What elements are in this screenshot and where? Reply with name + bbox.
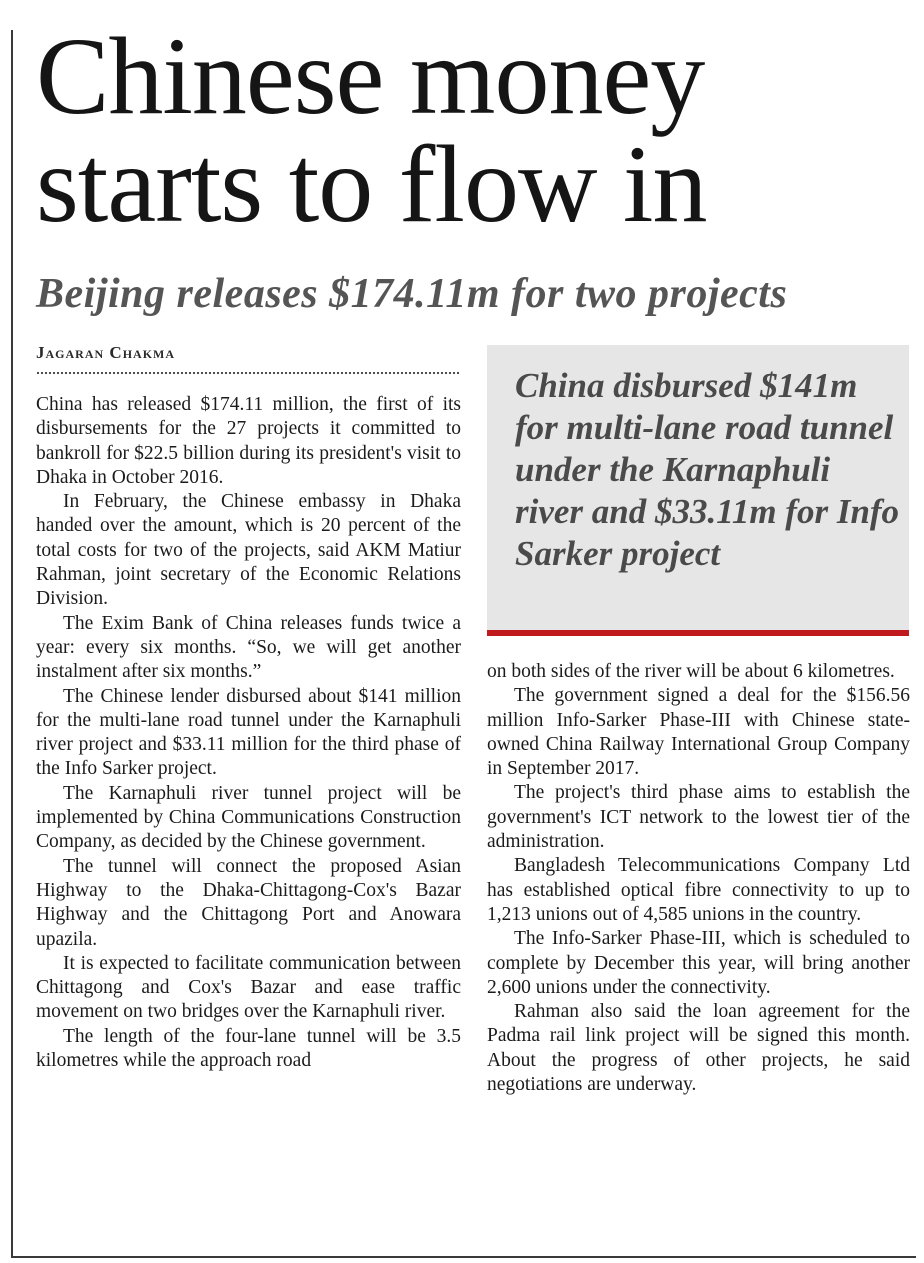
- paragraph-2: In February, the Chinese embassy in Dhaka handed over the amount, which is 20 percent of the total costs for two of the projects, said AKM Matiur Rahman, joint secretary of the Economic Relations Division.: [36, 491, 461, 610]
- byline: Jagaran Chakma: [36, 343, 176, 362]
- article-column-left: [36, 393, 461, 1073]
- paragraph-9: The government signed a deal for the $156.56 million Info-Sarker Phase-III with Chinese state-owned China Railway International Group Company in September 2017.: [487, 685, 910, 780]
- article-column-right: [487, 660, 910, 1097]
- paragraph-12: The Info-Sarker Phase-III, which is scheduled to complete by December this year, will bring another 2,600 unions under the connectivity.: [487, 928, 910, 998]
- bottom-rule: [11, 1256, 916, 1258]
- byline-dotted-rule: [36, 370, 460, 376]
- paragraph-6: The tunnel will connect the proposed Asian Highway to the Dhaka-Chittagong-Cox's Bazar Highway and the Chittagong Port and Anowara upazila.: [36, 855, 461, 950]
- paragraph-8-end: on both sides of the river will be about 6 kilometres.: [487, 661, 895, 682]
- left-column-rule: [11, 30, 13, 1256]
- pull-quote-box: [487, 345, 909, 636]
- paragraph-7: It is expected to facilitate communication between Chittagong and Cox's Bazar and ease traffic movement on two bridges over the Karnaphuli river.: [36, 952, 461, 1023]
- paragraph-8-start: The length of the four-lane tunnel will be 3.5 kilometres while the approach road: [36, 1025, 461, 1072]
- paragraph-11: Bangladesh Telecommunications Company Ltd has established optical fibre connectivity to up to 1,213 unions out of 4,585 unions in the country.: [487, 855, 910, 925]
- paragraph-13: Rahman also said the loan agreement for the Padma rail link project will be signed this month. About the progress of other projects, he said negotiations are underway.: [487, 1001, 910, 1096]
- paragraph-4: The Chinese lender disbursed about $141 million for the multi-lane road tunnel under the Karnaphuli river project and $33.11 million for the third phase of the Info Sarker project.: [36, 685, 461, 780]
- paragraph-1: China has released $174.11 million, the first of its disbursements for the 27 projects it committed to bankroll for $22.5 billion during its president's visit to Dhaka in October 2016.: [36, 394, 461, 488]
- headline-line-1: Chinese money: [36, 15, 705, 137]
- subheadline: Beijing releases $174.11m for two projects: [36, 271, 788, 317]
- paragraph-3: The Exim Bank of China releases funds twice a year: every six months. “So, we will get another instalment after six months.”: [36, 612, 461, 683]
- headline-line-2: starts to flow in: [36, 123, 707, 245]
- pull-quote-text: China disbursed $141m for multi-lane road tunnel under the Karnaphuli river and $33.11m for Info Sarker project: [515, 366, 900, 573]
- paragraph-5: The Karnaphuli river tunnel project will be implemented by China Communications Construction Company, as decided by the Chinese government.: [36, 782, 461, 853]
- paragraph-10: The project's third phase aims to establish the government's ICT network to the lowest tier of the administration.: [487, 782, 910, 853]
- headline: [36, 15, 916, 245]
